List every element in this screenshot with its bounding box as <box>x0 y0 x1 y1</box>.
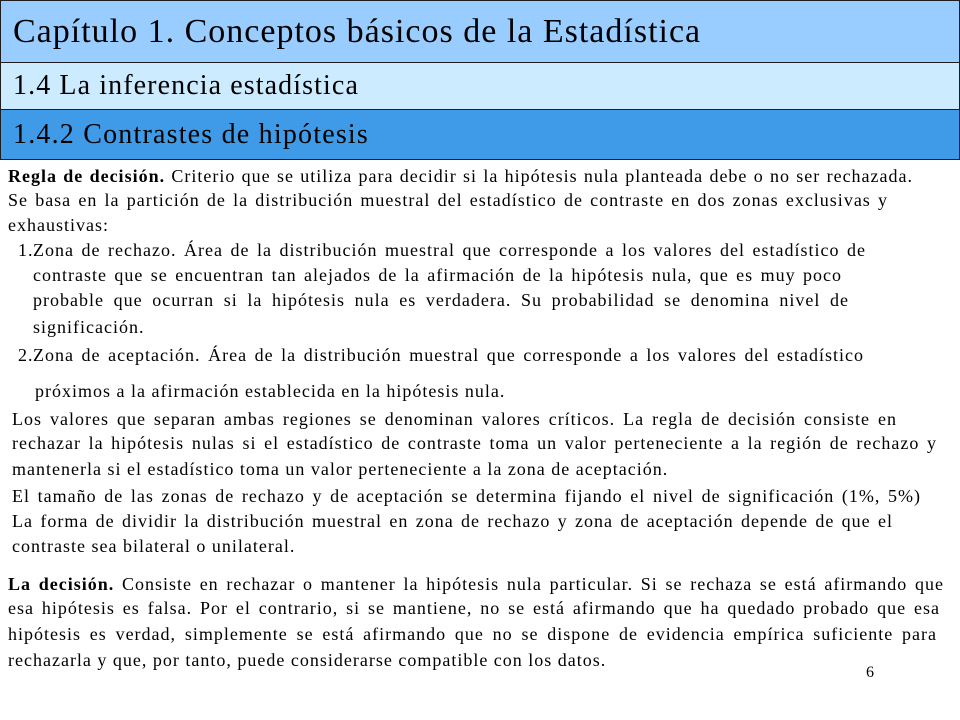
decision-rule-term: Regla de decisión. <box>8 166 166 186</box>
significance-line: El tamaño de las zonas de rechazo y de aceptación se determina fijando el nivel de significación (1%, 5%) <box>12 486 921 506</box>
test-type-line: La forma de dividir la distribución muestral en zona de rechazo y zona de aceptación depende de que el <box>12 511 893 531</box>
rejection-zone-line: contraste que se encuentran tan alejados de la afirmación de la hipótesis nula, que es muy poco <box>33 265 842 285</box>
decision-line: esa hipótesis es falsa. Por el contrario, si se mantiene, no se está afirmando que ha quedado probado que esa <box>8 598 940 618</box>
section-title-band <box>0 63 960 110</box>
decision-rule-definition: Criterio que se utiliza para decidir si la hipótesis nula planteada debe o no ser rechazada. <box>171 166 914 186</box>
rejection-zone-line: probable que ocurran si la hipótesis nula es verdadera. Su probabilidad se denomina nivel de <box>33 290 849 310</box>
decision-definition: Consiste en rechazar o mantener la hipótesis nula particular. Si se rechaza se está afirmando que <box>121 574 945 594</box>
section-title: 1.4 La inferencia estadística <box>13 70 359 101</box>
decision-term: La decisión. <box>8 574 115 594</box>
acceptance-zone-line: Zona de aceptación. Área de la distribución muestral que corresponde a los valores del estadístico <box>33 345 864 365</box>
rejection-zone-line: significación. <box>33 317 145 337</box>
critical-values-line: rechazar la hipótesis nulas si el estadístico de contraste toma un valor perteneciente a la región de rechazo y <box>12 433 937 453</box>
critical-values-line: mantenerla si el estadístico toma un valor perteneciente a la zona de aceptación. <box>12 459 669 479</box>
decision-rule-line: Se basa en la partición de la distribución muestral del estadístico de contraste en dos zonas exclusivas y <box>8 190 888 210</box>
page-number: 6 <box>866 664 874 681</box>
decision-rule-line: exhaustivas: <box>8 215 109 235</box>
test-type-line: contraste sea bilateral o unilateral. <box>12 536 296 556</box>
decision-rule-first-line <box>8 164 913 188</box>
acceptance-zone-line: próximos a la afirmación establecida en la hipótesis nula. <box>35 381 506 401</box>
zone-number: 1. <box>18 240 34 260</box>
critical-values-line: Los valores que separan ambas regiones se denominan valores críticos. La regla de decisión consiste en <box>12 409 897 429</box>
zone-number: 2. <box>18 345 34 365</box>
decision-line: hipótesis es verdad, simplemente se está afirmando que no se dispone de evidencia empírica suficiente para <box>8 624 937 644</box>
chapter-title: Capítulo 1. Conceptos básicos de la Estadística <box>13 12 702 50</box>
rejection-zone-line: Zona de rechazo. Área de la distribución muestral que corresponde a los valores del estadístico de <box>33 240 866 260</box>
subsection-title: 1.4.2 Contrastes de hipótesis <box>13 118 369 150</box>
subsection-title-band <box>0 110 960 160</box>
decision-first-line <box>8 572 944 596</box>
decision-line: rechazarla y que, por tanto, puede considerarse compatible con los datos. <box>8 650 607 670</box>
chapter-title-band <box>0 0 960 63</box>
